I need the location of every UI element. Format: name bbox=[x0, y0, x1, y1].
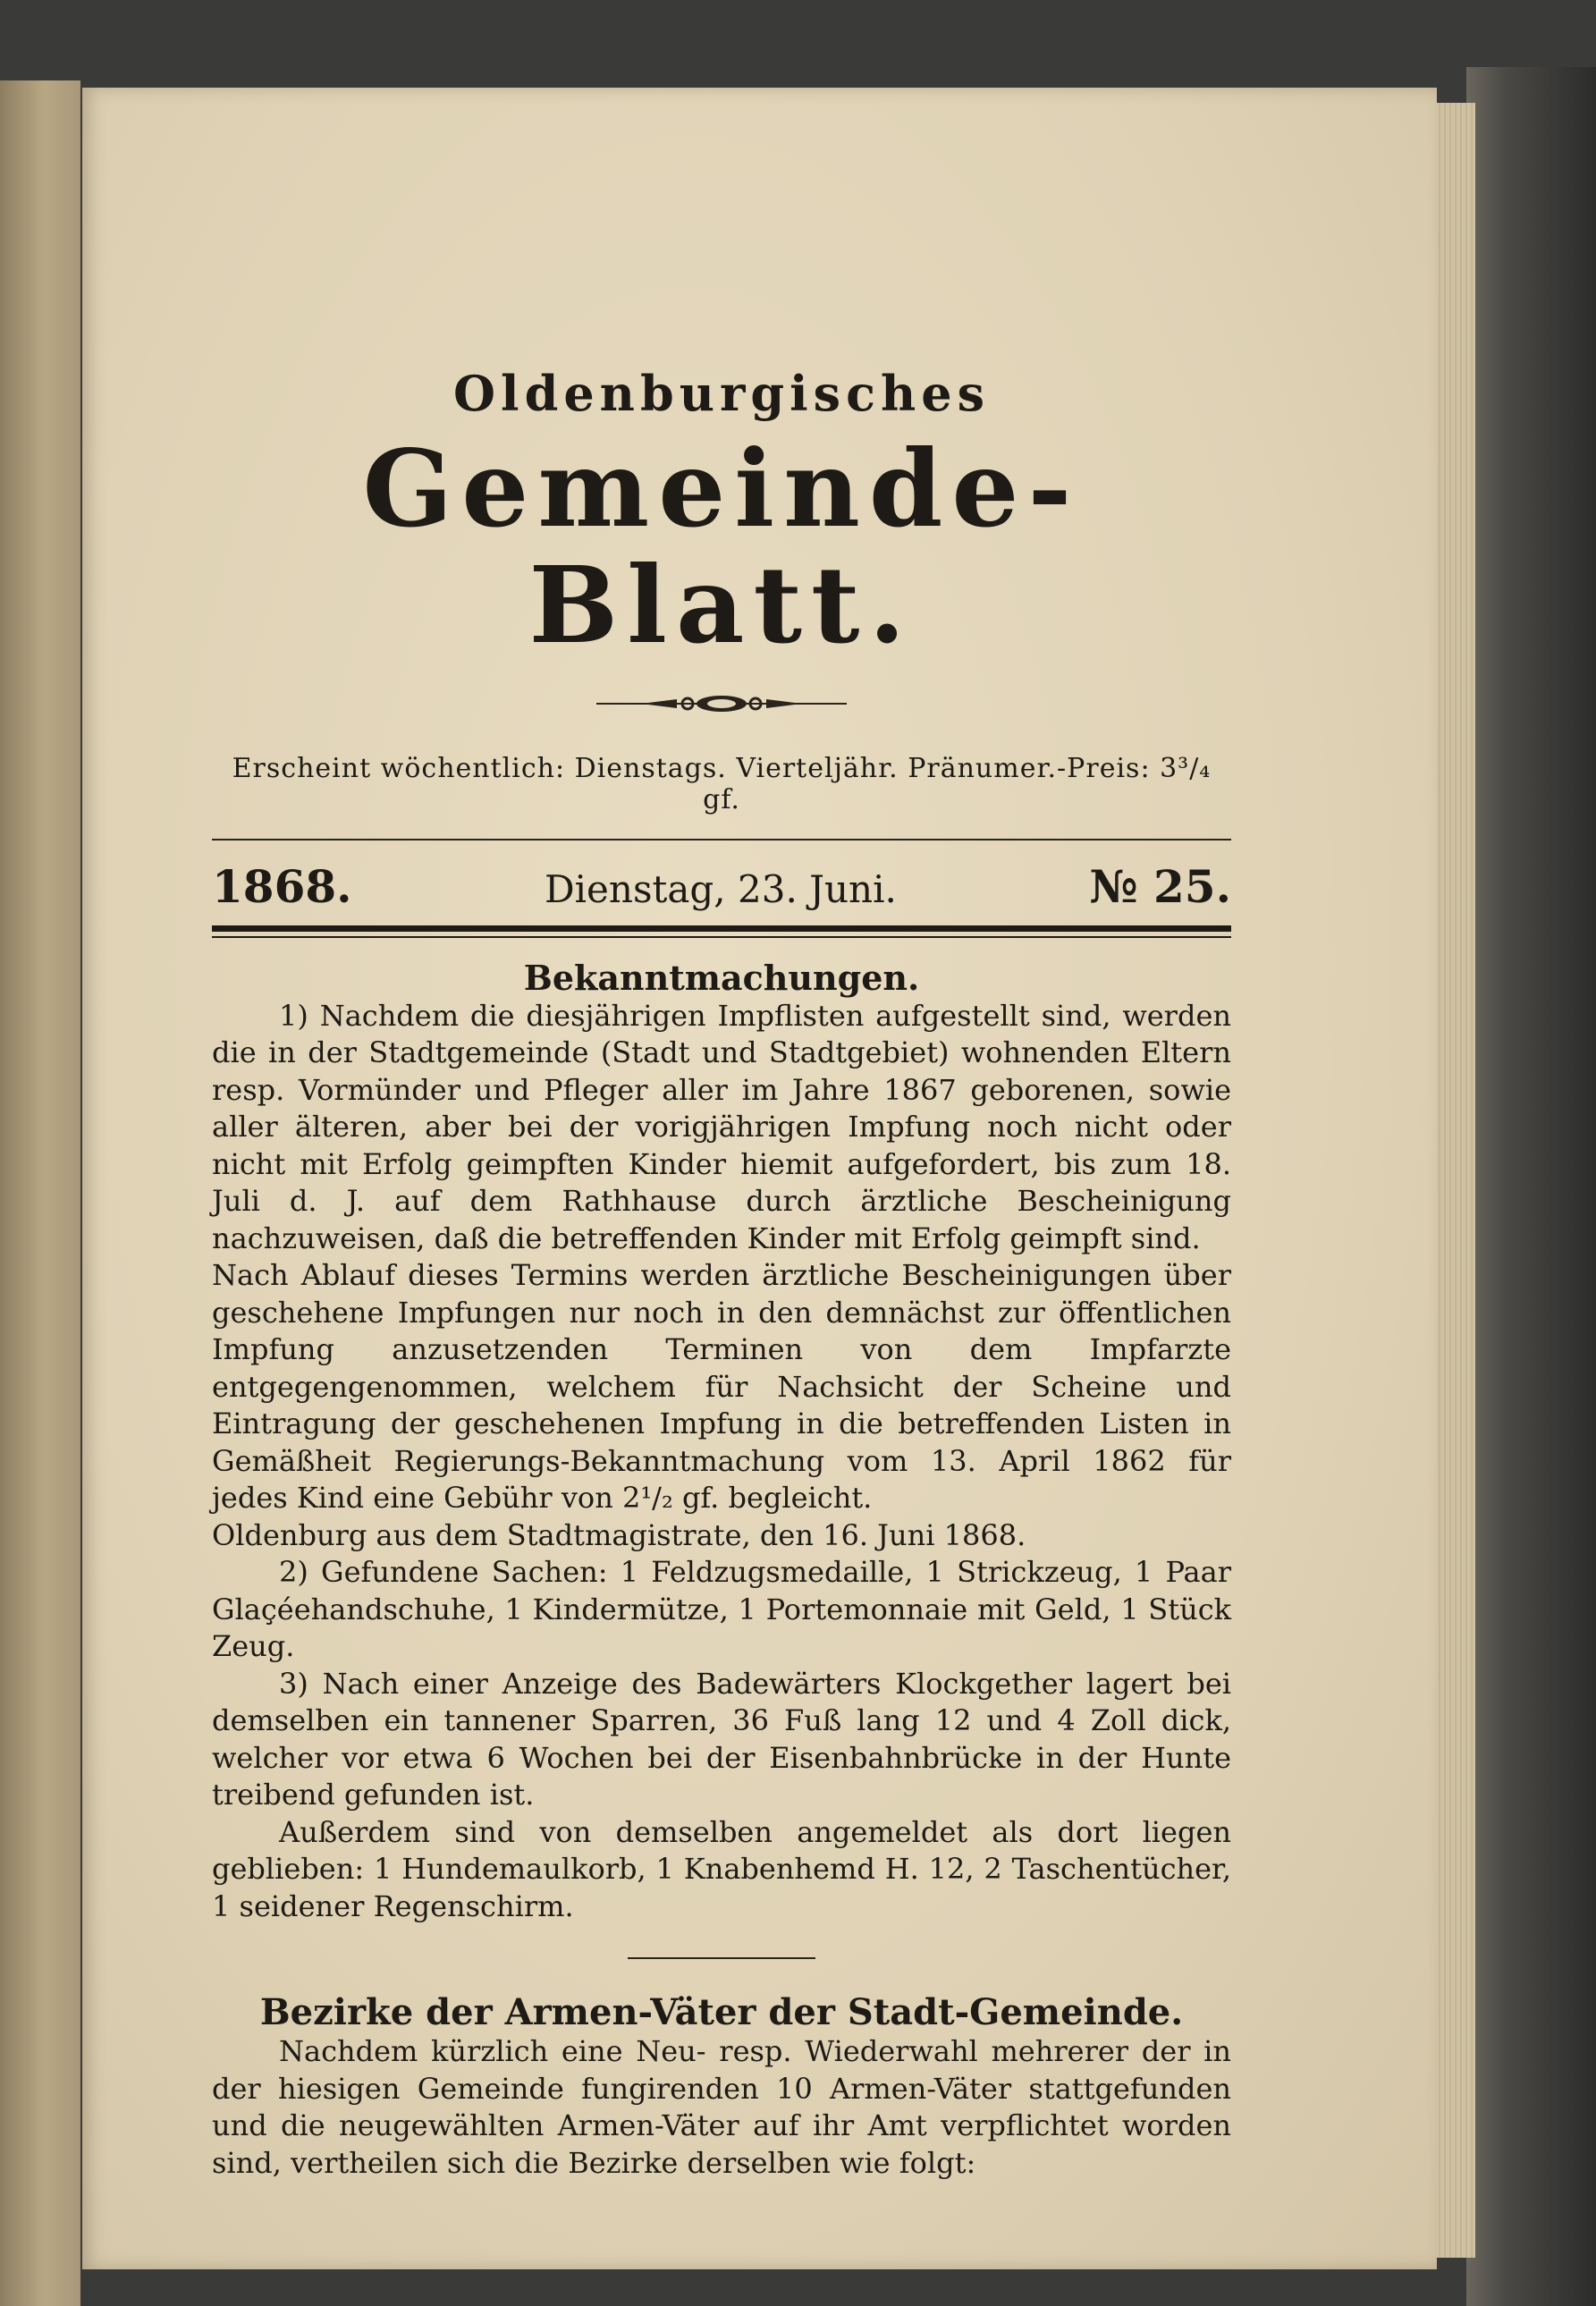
double-rule bbox=[212, 925, 1231, 938]
announcement-paragraph: 2) Gefundene Sachen: 1 Feldzugsmedaille, 1 Strickzeug, 1 Paar Glaçéehandschuhe, 1 Kindermütze, 1 Portemonnaie mit Geld, 1 Stück Zeug. bbox=[212, 1555, 1231, 1664]
announcement-paragraph: 3) Nach einer Anzeige des Badewärters Klockgether lagert bei demselben ein tannener Sparren, 36 Fuß lang 12 und 4 Zoll dick, welcher vor etwa 6 Wochen bei der Eisenbahnbrücke in der Hunte treibend gefunden ist. bbox=[212, 1666, 1231, 1812]
divider-rule bbox=[212, 839, 1231, 840]
section-heading-districts: Bezirke der Armen-Väter der Stadt-Gemeinde. bbox=[259, 1991, 1184, 2034]
issue-number: № 25. bbox=[1089, 859, 1231, 913]
masthead-title-big: Gemeinde-Blatt. bbox=[362, 427, 1081, 667]
announcement-paragraph: Nach Ablauf dieses Termins werden ärztliche Bescheinigungen über geschehene Impfungen nur noch in den demnächst zur öffentlichen Impfung anzusetzenden Terminen von dem Impfarzte entgegengenommen, welchem für Nachsicht der Scheine und Eintragung der geschehenen Impfung in die betreffenden Listen in Gemäßheit Regierungs-Bekanntmachung vom 13. April 1862 für jedes Kind eine Gebühr von 2¹/₂ gf. begleicht. bbox=[212, 1258, 1231, 1516]
announcement-signature: Oldenburg aus dem Stadtmagistrate, den 16. Juni 1868. bbox=[212, 1517, 1026, 1552]
dateline bbox=[212, 860, 1231, 913]
section-divider bbox=[628, 1957, 815, 1959]
announcement-paragraph: 1) Nachdem die diesjährigen Impflisten aufgestellt sind, werden die in der Stadtgemeinde (Stadt und Stadtgebiet) wohnenden Eltern resp. Vormünder und Pfleger aller im Jahre 1867 geborenen, sowie aller älteren, aber bei der vorigjährigen Impfung noch nicht oder nicht mit Erfolg geimpften Kinder hiemit aufgefordert, bis zum 18. Juli d. J. auf dem Rathhause durch ärztliche Bescheinigung nachzuweisen, daß die betreffenden Kinder mit Erfolg geimpft sind. bbox=[212, 998, 1231, 1255]
masthead-title-small: Oldenburgisches bbox=[453, 365, 990, 422]
section-heading-announcements: Bekanntmachungen. bbox=[523, 957, 920, 998]
page-content bbox=[212, 266, 1231, 2182]
newspaper-page bbox=[82, 88, 1437, 2269]
issue-year: 1868. bbox=[212, 859, 352, 913]
districts-paragraph: Nachdem kürzlich eine Neu- resp. Wiederwahl mehrerer der in der hiesigen Gemeinde fungirenden 10 Armen-Väter stattgefunden und die neugewählten Armen-Väter auf ihr Amt verpflichtet worden sind, vertheilen sich die Bezirke derselben wie folgt: bbox=[212, 2034, 1231, 2180]
masthead-subtitle: Erscheint wöchentlich: Dienstags. Vierteljähr. Pränumer.-Preis: 3³/₄ gf. bbox=[232, 752, 1212, 815]
page-edges bbox=[1431, 103, 1475, 2258]
announcement-paragraph: Außerdem sind von demselben angemeldet als dort liegen geblieben: 1 Hundemaulkorb, 1 Knabenhemd H. 12, 2 Taschentücher, 1 seidener Regenschirm. bbox=[212, 1814, 1231, 1923]
issue-date: Dienstag, 23. Juni. bbox=[544, 866, 897, 911]
ornament-divider-icon bbox=[212, 686, 1231, 722]
book-spine-left bbox=[0, 80, 80, 2306]
book-cover-right bbox=[1466, 67, 1596, 2306]
